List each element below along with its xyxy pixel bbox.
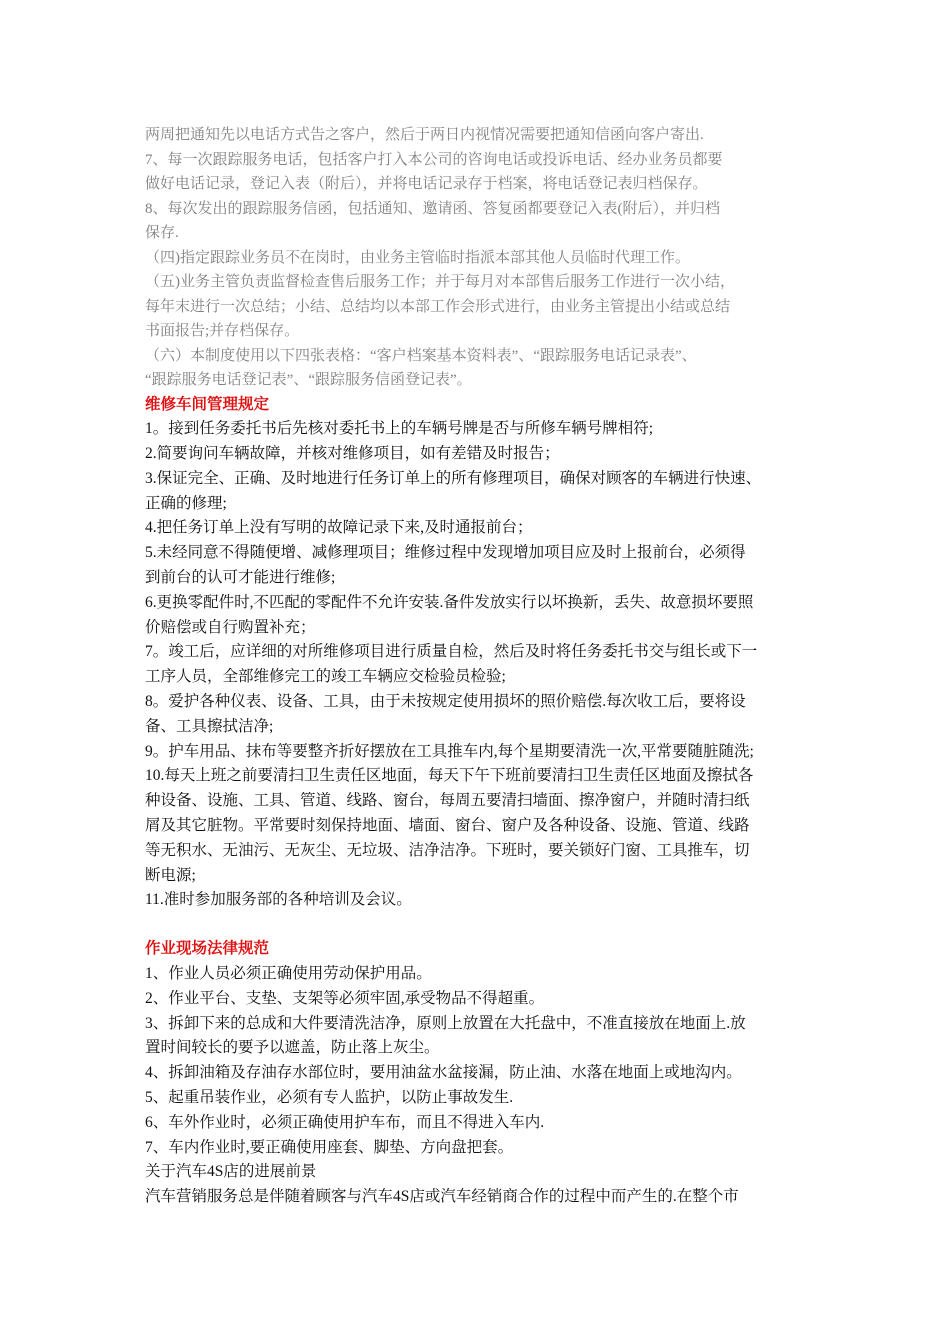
text-line: 等无积水、无油污、无灰尘、无垃圾、洁净洁净。下班时，要关锁好门窗、工具推车，切 xyxy=(145,841,750,859)
text-line: 关于汽车4S店的进展前景 xyxy=(145,1163,317,1181)
text-line: 保存. xyxy=(145,225,179,241)
text-line: “跟踪服务电话登记表”、“跟踪服务信函登记表”。 xyxy=(145,372,472,388)
text-line: 3、拆卸下来的总成和大件要清洗洁净，原则上放置在大托盘中，不准直接放在地面上.放 xyxy=(145,1014,746,1032)
text-line: （六）本制度使用以下四张表格：“客户档案基本资料表”、“跟踪服务电话记录表”、 xyxy=(145,347,697,364)
text-line: 7、每一次跟踪服务电话，包括客户打入本公司的咨询电话或投诉电话、经办业务员都要 xyxy=(145,151,723,168)
workshop-rules-section xyxy=(145,393,825,914)
text-line: 7、车内作业时,要正确使用座套、脚垫、方向盘把套。 xyxy=(145,1138,514,1156)
text-line: 2.简要询问车辆故障，并核对维修项目，如有差错及时报告； xyxy=(145,445,560,463)
text-line: 置时间较长的要予以遮盖，防止落上灰尘。 xyxy=(145,1039,440,1057)
text-line: 8。爱护各种仪表、设备、工具，由于未按规定使用损坏的照价赔偿.每次收工后，要将设 xyxy=(145,693,746,711)
text-line: 屑及其它脏物。平常要时刻保持地面、墙面、窗台、窗户及各种设备、设施、管道、线路 xyxy=(145,817,750,835)
text-line: 6.更换零配件时,不匹配的零配件不允许安装.备件发放实行以坏换新，丢失、故意损坏要照 xyxy=(145,593,754,611)
text-line: 8、每次发出的跟踪服务信函，包括通知、邀请函、答复函都要登记入表(附后），并归档 xyxy=(145,200,720,217)
section-heading: 维修车间管理规定 xyxy=(145,395,270,413)
text-line: （四)指定跟踪业务员不在岗时，由业务主管临时指派本部其他人员临时代理工作。 xyxy=(145,249,690,266)
text-line: 两周把通知先以电话方式告之客户，然后于两日内视情况需要把通知信函向客户寄出. xyxy=(145,127,704,143)
text-line: （五)业务主管负责监督检查售后服务工作；并于每月对本部售后服务工作进行一次小结， xyxy=(145,274,735,290)
text-line: 11.准时参加服务部的各种培训及会议。 xyxy=(145,891,412,909)
text-line: 5、起重吊装作业，必须有专人监护，以防止事故发生. xyxy=(145,1089,514,1107)
text-line: 汽车营销服务总是伴随着顾客与汽车4S店或汽车经销商合作的过程中而产生的.在整个市 xyxy=(145,1188,739,1206)
text-line: 书面报告;并存档保存。 xyxy=(145,323,300,339)
text-line: 工序人员，全部维修完工的竣工车辆应交检验员检验; xyxy=(145,668,506,686)
text-line: 7。竣工后，应详细的对所维修项目进行质量自检，然后及时将任务委托书交与组长或下一 xyxy=(145,643,758,661)
text-line: 断电源; xyxy=(145,866,196,884)
text-line: 3.保证完全、正确、及时地进行任务订单上的所有修理项目，确保对顾客的车辆进行快速、 xyxy=(145,469,762,487)
text-line: 5.未经同意不得随便增、减修理项目；维修过程中发现增加项目应及时上报前台，必须得 xyxy=(145,544,746,562)
text-line: 10.每天上班之前要清扫卫生责任区地面，每天下午下班前要清扫卫生责任区地面及擦拭各 xyxy=(145,767,754,785)
text-line: 4、拆卸油箱及存油存水部位时，要用油盆水盆接漏，防止油、水落在地面上或地沟内。 xyxy=(145,1064,742,1082)
text-line: 价赔偿或自行购置补充； xyxy=(145,618,316,636)
text-line: 1、作业人员必须正确使用劳动保护用品。 xyxy=(145,965,432,983)
text-line: 4.把任务订单上没有写明的故障记录下来,及时通报前台； xyxy=(145,519,533,537)
text-line: 正确的修理; xyxy=(145,494,227,512)
text-line: 6、车外作业时，必须正确使用护车布，而且不得进入车内. xyxy=(145,1113,545,1131)
text-line: 每年末进行一次总结；小结、总结均以本部工作会形式进行，由业务主管提出小结或总结 xyxy=(145,298,731,315)
text-line: 1。接到任务委托书后先核对委托书上的车辆号牌是否与所修车辆号牌相符; xyxy=(145,420,654,438)
paragraph-gap xyxy=(145,913,825,937)
text-line: 2、作业平台、支垫、支架等必须牢固,承受物品不得超重。 xyxy=(145,989,545,1007)
intro-block xyxy=(145,123,825,393)
text-line: 到前台的认可才能进行维修; xyxy=(145,569,336,587)
text-line: 备、工具擦拭洁净; xyxy=(145,717,274,735)
section-heading: 作业现场法律规范 xyxy=(145,940,270,958)
text-line: 做好电话记录，登记入表（附后），并将电话记录存于档案，将电话登记表归档保存。 xyxy=(145,176,708,192)
document-page xyxy=(145,123,825,1210)
worksite-rules-section xyxy=(145,937,825,1210)
text-line: 种设备、设施、工具、管道、线路、窗台，每周五要清扫墙面、擦净窗户，并随时清扫纸 xyxy=(145,792,750,810)
text-line: 9。护车用品、抹布等要整齐折好摆放在工具推车内,每个星期要清洗一次,平常要随脏随洗; xyxy=(145,742,754,760)
